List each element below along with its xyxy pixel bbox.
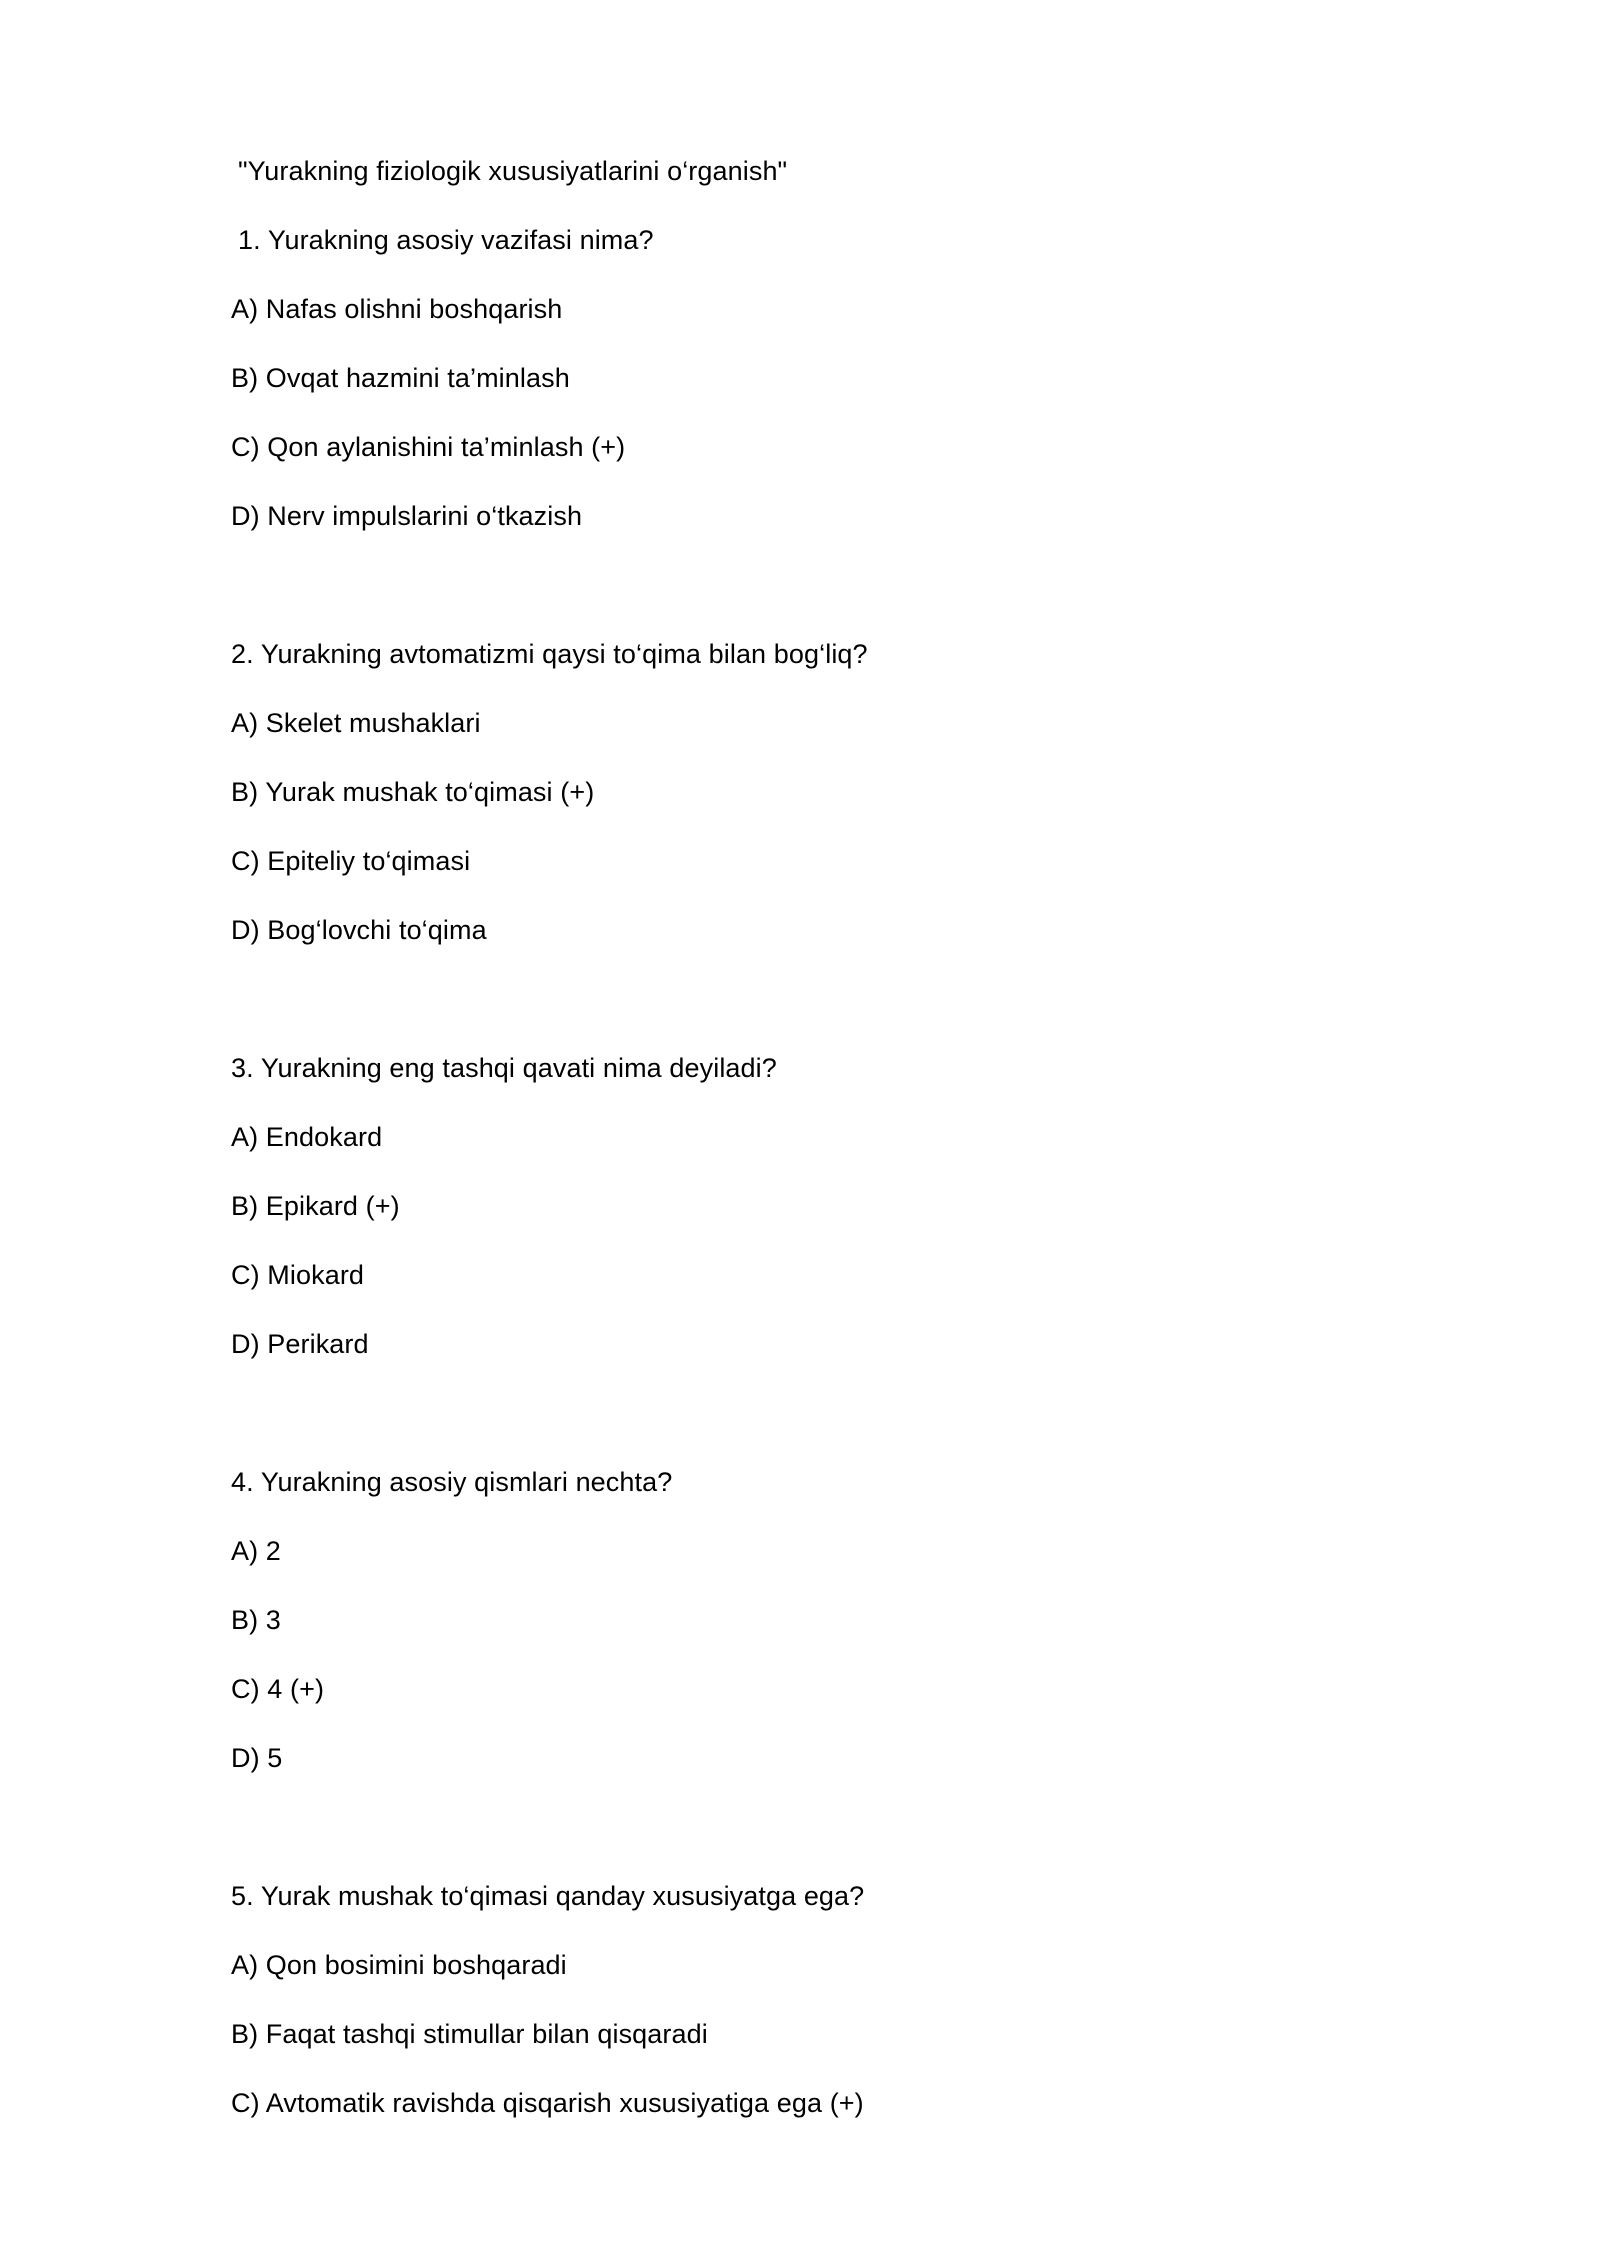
- question-2: 2. Yurakning avtomatizmi qaysi to‘qima bilan bog‘liq?: [231, 639, 868, 669]
- question-1-option-c: C) Qon aylanishini ta’minlash (+): [231, 432, 626, 462]
- question-1-option-b: B) Ovqat hazmini ta’minlash: [231, 363, 570, 393]
- question-3-option-b: B) Epikard (+): [231, 1191, 400, 1221]
- question-1-option-d: D) Nerv impulslarini o‘tkazish: [231, 501, 583, 531]
- question-3: 3. Yurakning eng tashqi qavati nima deyiladi?: [231, 1053, 777, 1083]
- question-1-option-a: A) Nafas olishni boshqarish: [231, 294, 563, 324]
- question-2-option-b: B) Yurak mushak to‘qimasi (+): [231, 777, 595, 807]
- question-4-option-d: D) 5: [231, 1743, 283, 1773]
- question-5: 5. Yurak mushak to‘qimasi qanday xususiyatga ega?: [231, 1881, 865, 1911]
- question-2-option-a: A) Skelet mushaklari: [231, 708, 481, 738]
- question-2-option-d: D) Bog‘lovchi to‘qima: [231, 915, 487, 945]
- document-title: "Yurakning fiziologik xususiyatlarini o‘rganish": [238, 156, 788, 186]
- question-3-option-a: A) Endokard: [231, 1122, 383, 1152]
- question-4-option-b: B) 3: [231, 1605, 281, 1635]
- question-4: 4. Yurakning asosiy qismlari nechta?: [231, 1467, 673, 1497]
- question-5-option-a: A) Qon bosimini boshqaradi: [231, 1950, 567, 1980]
- question-4-option-a: A) 2: [231, 1536, 281, 1566]
- question-5-option-c: C) Avtomatik ravishda qisqarish xususiyatiga ega (+): [231, 2088, 864, 2118]
- question-5-option-b: B) Faqat tashqi stimullar bilan qisqaradi: [231, 2019, 708, 2049]
- question-3-option-c: C) Miokard: [231, 1260, 365, 1290]
- question-3-option-d: D) Perikard: [231, 1329, 369, 1359]
- question-4-option-c: C) 4 (+): [231, 1674, 325, 1704]
- question-2-option-c: C) Epiteliy to‘qimasi: [231, 846, 471, 876]
- question-1: 1. Yurakning asosiy vazifasi nima?: [238, 225, 654, 255]
